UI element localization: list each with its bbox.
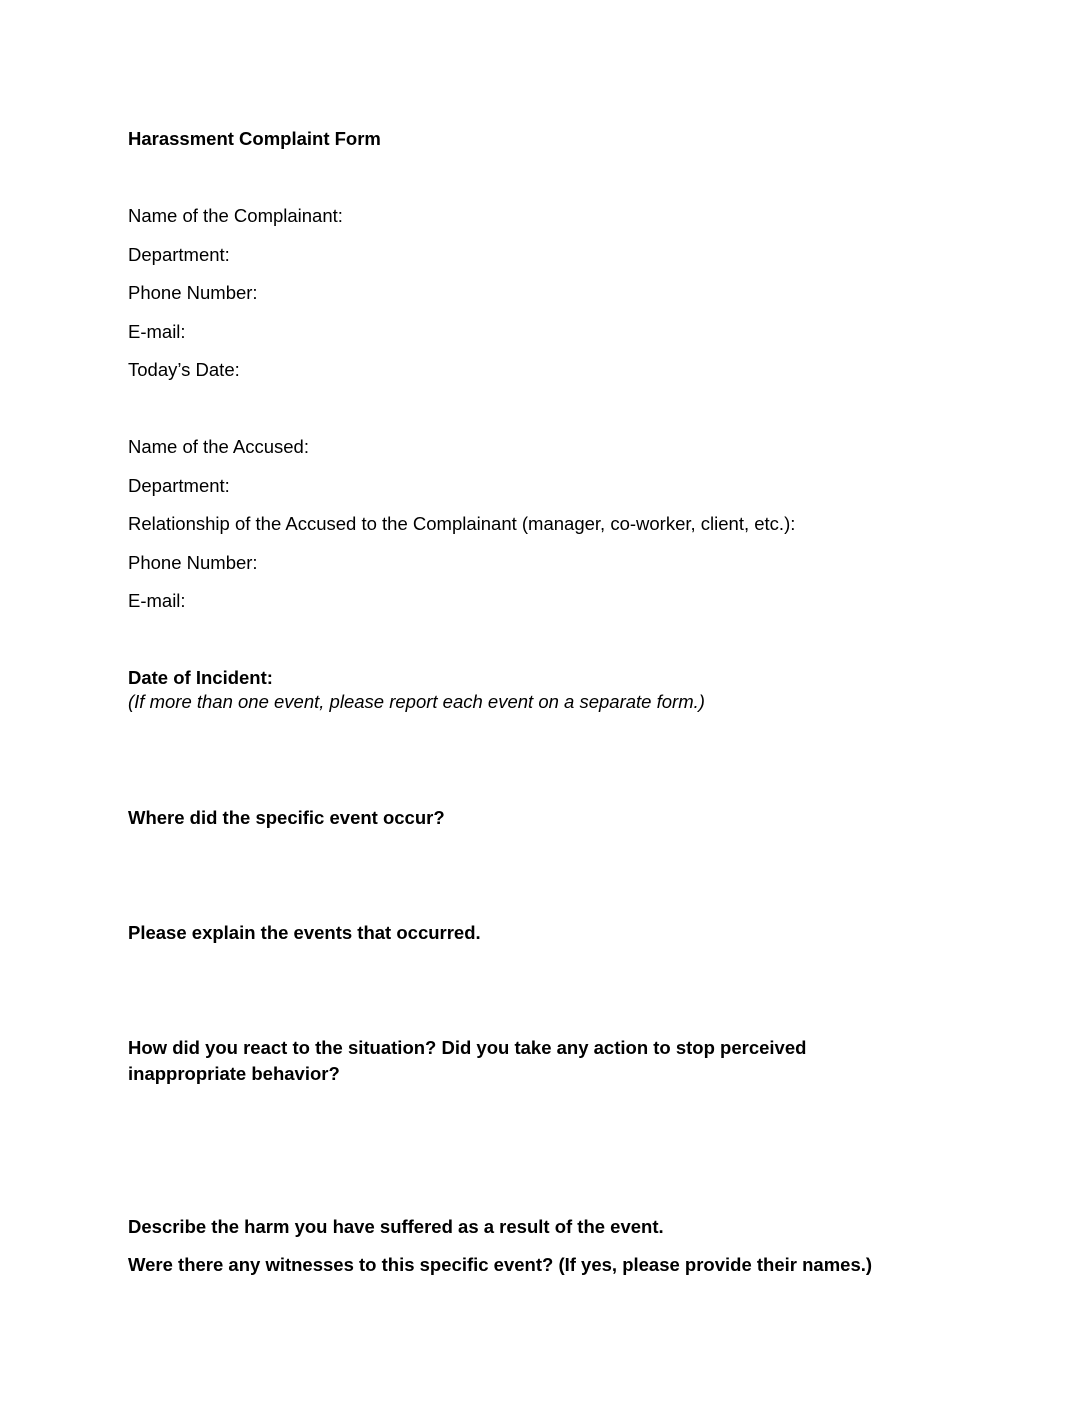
todays-date-label: Today’s Date: [128, 359, 240, 380]
location-question: Where did the specific event occur? [128, 807, 445, 828]
accused-name-label: Name of the Accused: [128, 436, 309, 457]
accused-relationship-label: Relationship of the Accused to the Complainant (manager, co-worker, client, etc.): [128, 513, 796, 534]
harm-question: Describe the harm you have suffered as a result of the event. [128, 1216, 664, 1237]
explain-question: Please explain the events that occurred. [128, 922, 481, 943]
complainant-phone-label: Phone Number: [128, 282, 258, 303]
witnesses-question: Were there any witnesses to this specific event? (If yes, please provide their names.) [128, 1254, 873, 1275]
reaction-question-line2: inappropriate behavior? [128, 1063, 340, 1084]
incident-date-note: (If more than one event, please report each event on a separate form.) [128, 691, 705, 712]
complainant-email-label: E-mail: [128, 321, 186, 342]
accused-email-label: E-mail: [128, 590, 186, 611]
accused-phone-label: Phone Number: [128, 552, 258, 573]
complainant-department-label: Department: [128, 244, 230, 265]
form-title: Harassment Complaint Form [128, 128, 381, 149]
accused-department-label: Department: [128, 475, 230, 496]
complainant-name-label: Name of the Complainant: [128, 205, 343, 226]
reaction-question-line1: How did you react to the situation? Did you take any action to stop perceived [128, 1037, 807, 1058]
incident-date-label: Date of Incident: [128, 667, 273, 688]
